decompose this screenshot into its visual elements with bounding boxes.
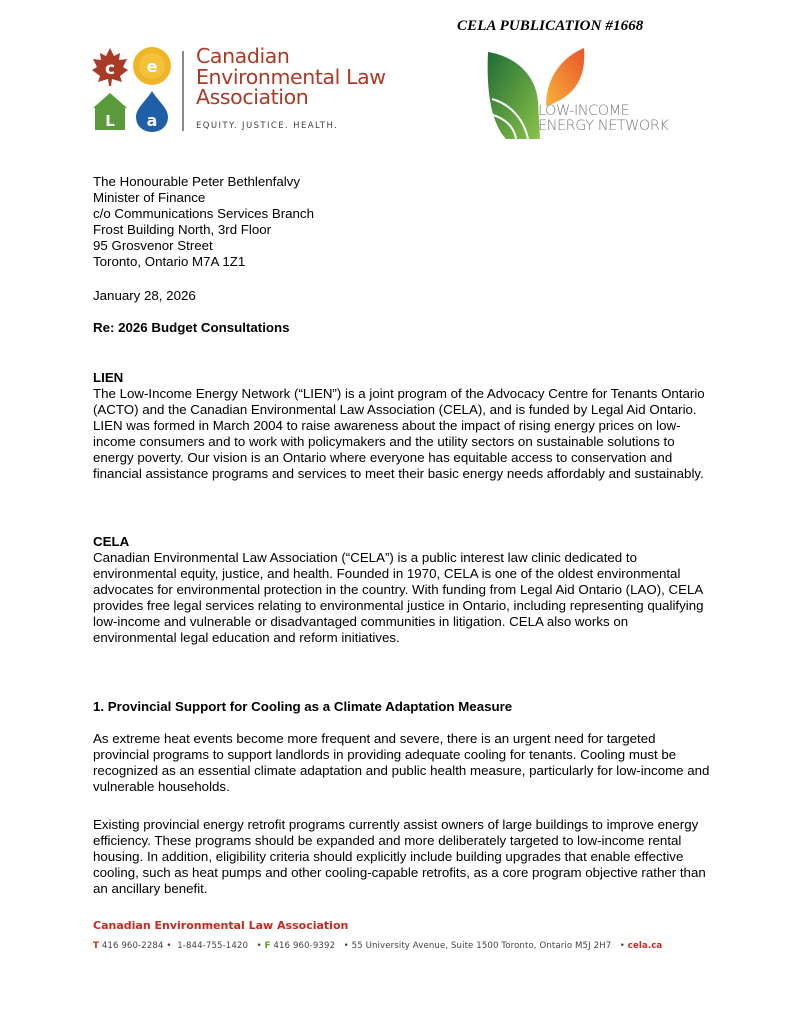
paragraph: Existing provincial energy retrofit programs currently assist owners of large buildings to improve energy efficiency. These programs should be expanded and more deliberately targeted to low-income rental housing. In addition, eligibility criteria should explicitly include building upgrades that enable effective cooling, such as heat pumps and other cooling-capable retrofits, as a core program objective rather than an ancillary benefit.	[93, 817, 706, 896]
address-line: The Honourable Peter Bethlenfalvy	[93, 174, 300, 189]
paragraph: As extreme heat events become more frequent and severe, there is an urgent need for targeted provincial programs to support landlords in providing adequate cooling for tenants. Cooling must be recognized as an essential climate adaptation and public health measure, particularly for low-income and vulnerable households.	[93, 731, 710, 794]
cela-name-line: Association	[196, 85, 309, 109]
phone-number: 416 960-2284	[101, 941, 164, 951]
sun-icon	[133, 47, 171, 85]
subject-line: Re: 2026 Budget Consultations	[93, 320, 290, 335]
street-address: 55 University Avenue, Suite 1500 Toronto, Ontario M5J 2H7	[351, 941, 612, 951]
sun-letter: e	[146, 57, 158, 76]
cela-name-line: Canadian	[196, 44, 290, 68]
address-line: c/o Communications Services Branch	[93, 206, 314, 221]
website-link[interactable]: cela.ca	[627, 941, 663, 951]
separator: •	[166, 941, 172, 951]
phone-label: T	[93, 941, 99, 951]
lien-logo-text	[538, 104, 668, 134]
letter-date: January 28, 2026	[93, 288, 196, 303]
separator: •	[256, 941, 262, 951]
address-line: Toronto, Ontario M7A 1Z1	[93, 254, 246, 269]
section-body: Canadian Environmental Law Association (“CELA”) is a public interest law clinic dedicated to environmental equity, justice, and health. Founded in 1970, CELA is one of the oldest environmental advocates for environmental protection in the country. With funding from Legal Aid Ontario (LAO), CELA provides free legal services relating to environmental justice in Ontario, including representing qualifying low-income and vulnerable or disadvantaged communities in litigation. CELA also works on environmental legal education and reform initiatives.	[93, 550, 704, 645]
maple-letter: c	[104, 59, 116, 79]
water-drop-icon	[136, 91, 168, 132]
footer-contact-line	[93, 941, 662, 951]
section-heading: 1. Provincial Support for Cooling as a Climate Adaptation Measure	[93, 699, 513, 714]
green-leaf	[488, 52, 540, 139]
maple-leaf-icon	[92, 48, 128, 86]
tollfree-number: 1-844-755-1420	[177, 941, 249, 951]
logo-divider	[182, 51, 184, 131]
orange-leaf	[546, 48, 584, 106]
drop-letter: a	[146, 111, 158, 130]
lien-section	[93, 370, 713, 482]
house-icon	[93, 93, 127, 130]
house-letter: L	[105, 112, 115, 130]
cela-logo-icons	[92, 46, 172, 132]
cela-logo-name	[196, 46, 386, 108]
address-line: Frost Building North, 3rd Floor	[93, 222, 272, 237]
separator: •	[343, 941, 349, 951]
address-line: 95 Grosvenor Street	[93, 238, 213, 253]
cela-name-line: Environmental Law	[196, 64, 386, 89]
section-heading: LIEN	[93, 370, 124, 385]
cela-section	[93, 534, 713, 646]
recipient-address	[93, 174, 713, 270]
cela-logo	[92, 46, 422, 136]
section-heading: CELA	[93, 534, 130, 549]
fax-label: F	[264, 941, 271, 951]
fax-number: 416 960-9392	[273, 941, 336, 951]
lien-text-line: LOW-INCOME	[538, 103, 630, 119]
lien-logo	[484, 44, 684, 144]
separator: •	[619, 941, 625, 951]
lien-text-line: ENERGY NETWORK	[538, 118, 669, 134]
section-body: The Low-Income Energy Network (“LIEN”) is a joint program of the Advocacy Centre for Tenants Ontario (ACTO) and the Canadian Environmental Law Association (CELA), and is funded by Legal Aid Ontario. LIEN was formed in March 2004 to raise awareness about the impact of rising energy prices on low-income consumers and to work with policymakers and the utility sectors on sustainable solutions to energy poverty. Our vision is an Ontario where everyone has equitable access to conservation and financial assistance programs and services to meet their basic energy needs affordably and sustainably.	[93, 386, 705, 481]
cela-tagline: EQUITY. JUSTICE. HEALTH.	[196, 121, 339, 131]
footer-organization: Canadian Environmental Law Association	[93, 919, 349, 932]
publication-number: CELA PUBLICATION #1668	[457, 18, 644, 34]
address-line: Minister of Finance	[93, 190, 206, 205]
